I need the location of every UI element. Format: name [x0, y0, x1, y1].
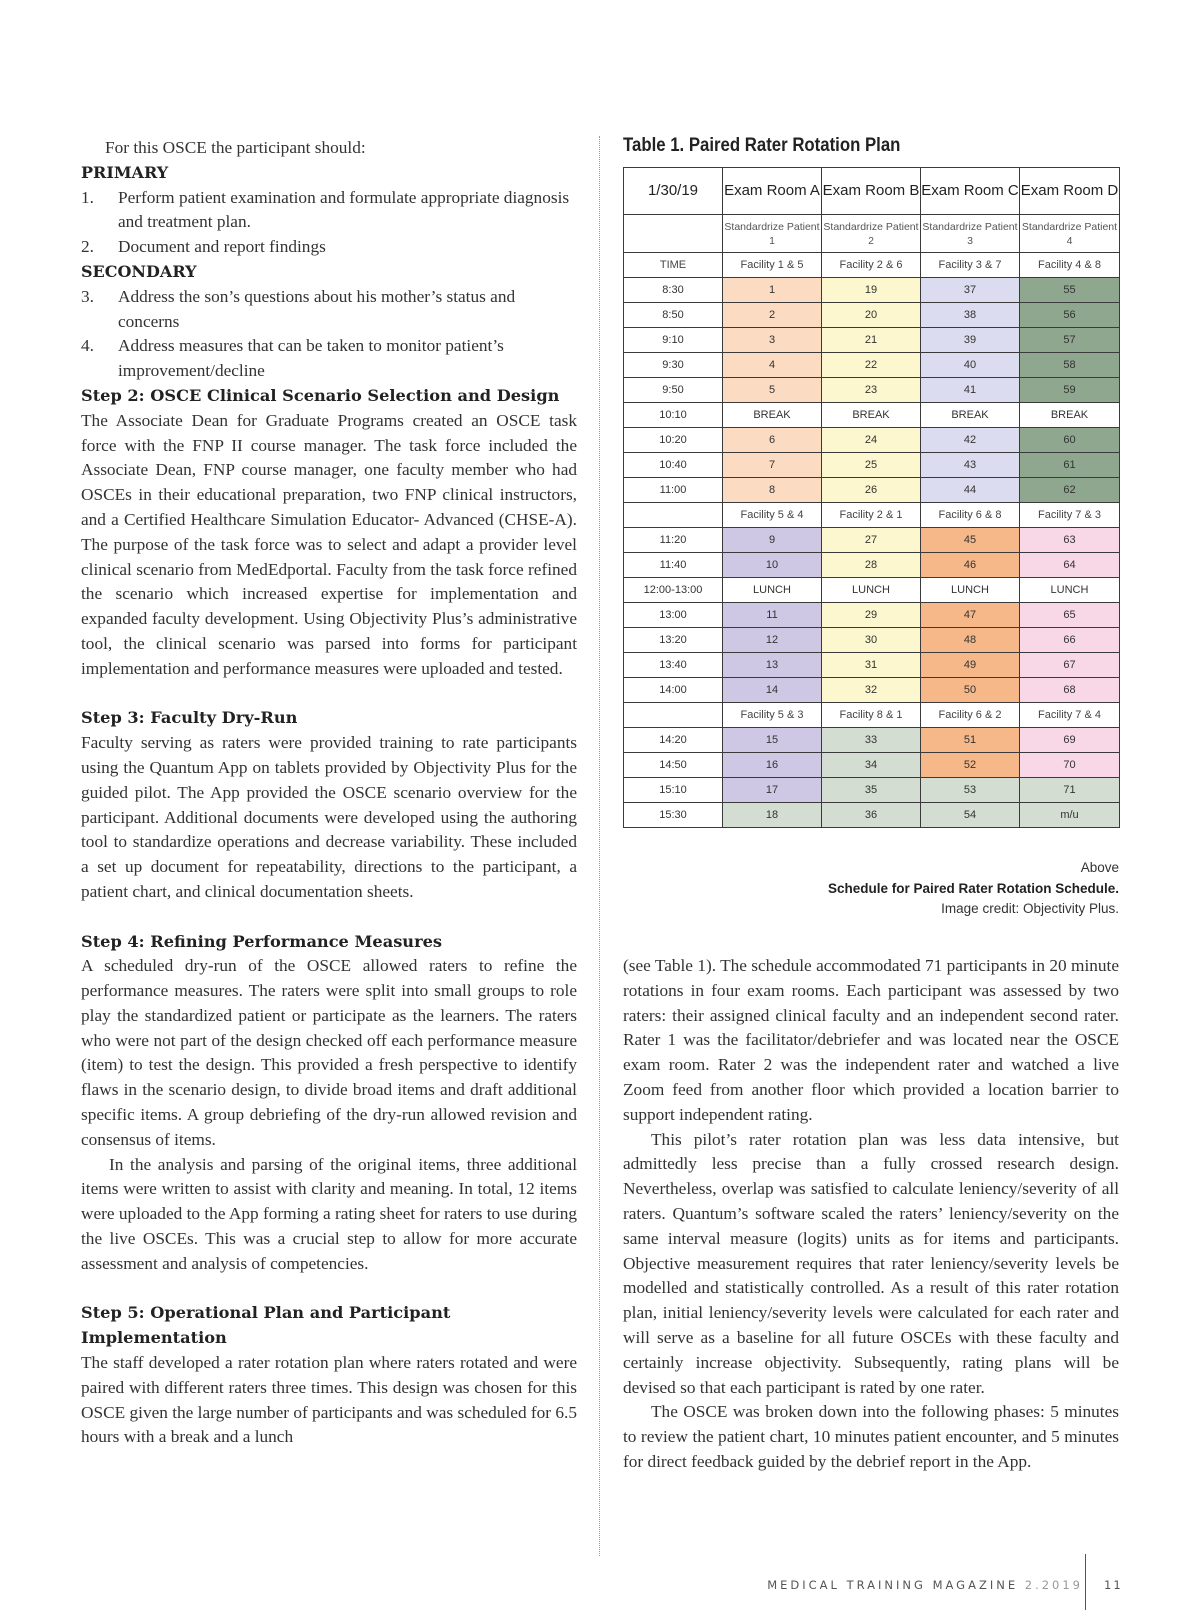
participant-cell: 1: [723, 278, 822, 303]
table-row: [624, 778, 1120, 803]
table-row: [624, 353, 1120, 378]
participant-cell: 13: [723, 653, 822, 678]
time-cell: 14:20: [624, 728, 723, 753]
time-cell: 9:10: [624, 328, 723, 353]
room-header: Exam Room B: [822, 168, 921, 215]
facility-row: [624, 703, 1120, 728]
participant-cell: LUNCH: [822, 578, 921, 603]
page-number: 11: [1104, 1578, 1123, 1592]
participant-cell: 29: [822, 603, 921, 628]
table-row: [624, 578, 1120, 603]
facility-cell: Facility 5 & 4: [723, 503, 822, 528]
time-cell: 10:20: [624, 428, 723, 453]
participant-cell: 67: [1020, 653, 1120, 678]
participant-cell: LUNCH: [723, 578, 822, 603]
table-row: [624, 803, 1120, 828]
table-row: [624, 678, 1120, 703]
time-cell: 15:30: [624, 803, 723, 828]
facility-cell: Facility 7 & 4: [1020, 703, 1120, 728]
participant-cell: 21: [822, 328, 921, 353]
participant-cell: 42: [921, 428, 1020, 453]
participant-cell: 59: [1020, 378, 1120, 403]
participant-cell: 38: [921, 303, 1020, 328]
table-row: [624, 728, 1120, 753]
table-row: [624, 653, 1120, 678]
facility-cell: Facility 7 & 3: [1020, 503, 1120, 528]
table-row: [624, 328, 1120, 353]
participant-cell: 54: [921, 803, 1020, 828]
participant-cell: 18: [723, 803, 822, 828]
participant-cell: 25: [822, 453, 921, 478]
participant-cell: 65: [1020, 603, 1120, 628]
facility-cell: Facility 1 & 5: [723, 253, 822, 278]
participant-cell: 17: [723, 778, 822, 803]
time-cell: 9:50: [624, 378, 723, 403]
participant-cell: 44: [921, 478, 1020, 503]
participant-cell: 6: [723, 428, 822, 453]
participant-cell: 46: [921, 553, 1020, 578]
room-header: Exam Room C: [921, 168, 1020, 215]
participant-cell: 57: [1020, 328, 1120, 353]
participant-cell: 61: [1020, 453, 1120, 478]
patient-header: Standardrize Patient 4: [1020, 215, 1120, 253]
participant-cell: BREAK: [822, 403, 921, 428]
participant-cell: 10: [723, 553, 822, 578]
time-cell: [624, 503, 723, 528]
right-para-1: (see Table 1). The schedule accommodated 71 participants in 20 minute rotations in four exam rooms. Each participant was assessed by two raters: their assigned clinical faculty and an independent second rater. Rater 1 was the facilitator/debriefer and was located near the OSCE exam room. Rater 2 was the independent rater and watched a live Zoom feed from another floor which provided a location barrier to support independent rating.: [623, 956, 1119, 1124]
list-item: 1. Perform patient examination and formulate appropriate diagnosis and treatment plan.: [81, 187, 570, 232]
secondary-label: SECONDARY: [81, 261, 197, 281]
list-item: 4. Address measures that can be taken to monitor patient’s improvement/decline: [81, 336, 504, 381]
list-item: 2. Document and report findings: [81, 237, 326, 257]
facility-cell: Facility 8 & 1: [822, 703, 921, 728]
participant-cell: 34: [822, 753, 921, 778]
participant-cell: 62: [1020, 478, 1120, 503]
participant-cell: 56: [1020, 303, 1120, 328]
participant-cell: BREAK: [921, 403, 1020, 428]
step3-heading: Step 3: Faculty Dry-Run: [81, 708, 298, 728]
table-row: [624, 403, 1120, 428]
table-row: [624, 603, 1120, 628]
participant-cell: 66: [1020, 628, 1120, 653]
patient-header: Standardrize Patient 2: [822, 215, 921, 253]
participant-cell: 14: [723, 678, 822, 703]
participant-cell: 11: [723, 603, 822, 628]
participant-cell: 47: [921, 603, 1020, 628]
facility-cell: Facility 2 & 1: [822, 503, 921, 528]
participant-cell: 55: [1020, 278, 1120, 303]
left-column: [81, 136, 577, 1450]
right-para-3: The OSCE was broken down into the following phases: 5 minutes to review the patient chart, 10 minutes patient encounter, and 5 minutes for direct feedback guided by the debrief report in the App.: [623, 1402, 1119, 1471]
primary-label: PRIMARY: [81, 162, 169, 182]
participant-cell: 63: [1020, 528, 1120, 553]
participant-cell: 43: [921, 453, 1020, 478]
participant-cell: 35: [822, 778, 921, 803]
participant-cell: 23: [822, 378, 921, 403]
time-cell: 14:50: [624, 753, 723, 778]
participant-cell: 48: [921, 628, 1020, 653]
participant-cell: 49: [921, 653, 1020, 678]
participant-cell: 15: [723, 728, 822, 753]
participant-cell: 28: [822, 553, 921, 578]
table-row: [624, 628, 1120, 653]
table-title: Table 1. Paired Rater Rotation Plan: [623, 134, 901, 156]
table-row: [624, 428, 1120, 453]
participant-cell: 37: [921, 278, 1020, 303]
facility-cell: Facility 2 & 6: [822, 253, 921, 278]
caption-line-2: Schedule for Paired Rater Rotation Schedule.: [827, 880, 1119, 896]
participant-cell: 71: [1020, 778, 1120, 803]
facility-cell: Facility 5 & 3: [723, 703, 822, 728]
participant-cell: LUNCH: [921, 578, 1020, 603]
participant-cell: 31: [822, 653, 921, 678]
participant-cell: 5: [723, 378, 822, 403]
participant-cell: 20: [822, 303, 921, 328]
participant-cell: 69: [1020, 728, 1120, 753]
table-row: [624, 528, 1120, 553]
participant-cell: 51: [921, 728, 1020, 753]
participant-cell: m/u: [1020, 803, 1120, 828]
participant-cell: 70: [1020, 753, 1120, 778]
participant-cell: 64: [1020, 553, 1120, 578]
table-row: [624, 453, 1120, 478]
participant-cell: 24: [822, 428, 921, 453]
right-column: [623, 954, 1119, 1475]
footer-rule: [1085, 1554, 1086, 1610]
room-header: Exam Room A: [723, 168, 822, 215]
participant-cell: 19: [822, 278, 921, 303]
participant-cell: 40: [921, 353, 1020, 378]
table-row: [624, 553, 1120, 578]
patient-header-row: [624, 215, 1120, 253]
caption-line-1: Above: [1080, 860, 1119, 875]
participant-cell: 60: [1020, 428, 1120, 453]
facility-cell: Facility 3 & 7: [921, 253, 1020, 278]
patient-header: Standardrize Patient 3: [921, 215, 1020, 253]
table-row: [624, 478, 1120, 503]
step2-heading: Step 2: OSCE Clinical Scenario Selection and Design: [81, 385, 560, 405]
participant-cell: 36: [822, 803, 921, 828]
table-header-row: [624, 168, 1120, 215]
table-caption: [828, 858, 1119, 920]
participant-cell: 16: [723, 753, 822, 778]
intro-text: For this OSCE the participant should:: [105, 138, 366, 157]
table-row: [624, 278, 1120, 303]
patient-header: Standardrize Patient 1: [723, 215, 822, 253]
participant-cell: 4: [723, 353, 822, 378]
participant-cell: 22: [822, 353, 921, 378]
time-cell: 11:20: [624, 528, 723, 553]
right-para-2: This pilot’s rater rotation plan was less data intensive, but admittedly less precise than a fully crossed research design. Nevertheless, overlap was satisfied to calculate leniency/severity of all raters. Quantum’s software scaled the raters’ leniency/severity on the same interval measure (logits) units as for items and participants. Objective measurement requires that rater leniency/severity levels be modelled and statistically controlled. As a result of this rater rotation plan, initial leniency/severity levels were calculated for each rater and will serve as a baseline for all future OSCEs with these faculty and certainly increase objectivity. Subsequently, rating plans will be devised so that each participant is rated by one rater.: [623, 1129, 1119, 1397]
participant-cell: 30: [822, 628, 921, 653]
step5-heading: Step 5: Operational Plan and Participant Implementation: [81, 1303, 451, 1348]
secondary-list: [81, 285, 577, 384]
participant-cell: 7: [723, 453, 822, 478]
participant-cell: 39: [921, 328, 1020, 353]
participant-cell: 2: [723, 303, 822, 328]
participant-cell: 52: [921, 753, 1020, 778]
time-cell: 14:00: [624, 678, 723, 703]
rotation-table: [623, 167, 1120, 828]
time-cell: 12:00-13:00: [624, 578, 723, 603]
participant-cell: 32: [822, 678, 921, 703]
issue-number: 2.2019: [1024, 1578, 1083, 1592]
table-row: [624, 753, 1120, 778]
page-footer: [0, 1568, 1200, 1608]
participant-cell: 50: [921, 678, 1020, 703]
participant-cell: 9: [723, 528, 822, 553]
time-cell: 9:30: [624, 353, 723, 378]
primary-list: [81, 186, 577, 260]
time-cell: 10:40: [624, 453, 723, 478]
participant-cell: 58: [1020, 353, 1120, 378]
table-row: [624, 303, 1120, 328]
column-divider: [599, 136, 600, 1556]
participant-cell: BREAK: [1020, 403, 1120, 428]
participant-cell: 12: [723, 628, 822, 653]
participant-cell: 53: [921, 778, 1020, 803]
step4-text-1: A scheduled dry-run of the OSCE allowed raters to refine the performance measures. The raters were split into small groups to role play the standardized patient or participate as the learners. The raters who were not part of the design checked off each performance measure (item) to test the design. This provided a fresh perspective to identify flaws in the scenario design, to divide broad items and draft additional specific items. A group debriefing of the dry-run allowed revision and consensus of items.: [81, 956, 577, 1149]
time-cell: 8:50: [624, 303, 723, 328]
step4-text-2: In the analysis and parsing of the original items, three additional items were written to assist with clarity and meaning. In total, 12 items were uploaded to the App forming a rating sheet for raters to use during the live OSCEs. This was a crucial step to allow for more accurate assessment and analysis of competencies.: [81, 1154, 577, 1273]
caption-line-3: Image credit: Objectivity Plus.: [941, 901, 1119, 916]
step5-text: The staff developed a rater rotation plan where raters rotated and were paired with different raters three times. This design was chosen for this OSCE given the large number of participants and was scheduled for 6.5 hours with a break and a lunch: [81, 1353, 577, 1447]
participant-cell: 3: [723, 328, 822, 353]
participant-cell: BREAK: [723, 403, 822, 428]
facility-cell: Facility 6 & 8: [921, 503, 1020, 528]
time-cell: 13:20: [624, 628, 723, 653]
facility-row: [624, 503, 1120, 528]
participant-cell: 41: [921, 378, 1020, 403]
participant-cell: 45: [921, 528, 1020, 553]
table-row: [624, 378, 1120, 403]
time-cell: [624, 703, 723, 728]
time-cell: 13:00: [624, 603, 723, 628]
time-cell: 8:30: [624, 278, 723, 303]
step3-text: Faculty serving as raters were provided training to rate participants using the Quantum App on tablets provided by Objectivity Plus for the guided pilot. The App provided the OSCE scenario overview for the participant. Additional documents were developed using the authoring tool to standardize operations and decrease variability. These included a set up document for repeatability, directions to the participant, a patient chart, and clinical documentation sheets.: [81, 733, 577, 901]
time-cell: 10:10: [624, 403, 723, 428]
participant-cell: LUNCH: [1020, 578, 1120, 603]
facility-row: [624, 253, 1120, 278]
facility-cell: Facility 4 & 8: [1020, 253, 1120, 278]
step4-heading: Step 4: Refining Performance Measures: [81, 931, 443, 951]
time-cell: 11:00: [624, 478, 723, 503]
step2-text: The Associate Dean for Graduate Programs created an OSCE task force with the FNP II course manager. The task force included the Associate Dean, FNP course manager, one faculty member who had OSCEs in their educational preparation, two FNP clinical instructors, and a Certified Healthcare Simulation Educator- Advanced (CHSE-A). The purpose of the task force was to select and adapt a provider level clinical scenario from MedEdportal. Faculty from the task force refined the scenario which increased expertise for implementation and expanded faculty development. Using Objectivity Plus’s administrative tool, the clinical scenario was parsed into forms for participant implementation and performance measures were uploaded and tested.: [81, 410, 577, 678]
room-header: Exam Room D: [1020, 168, 1120, 215]
time-cell: 11:40: [624, 553, 723, 578]
participant-cell: 27: [822, 528, 921, 553]
time-cell: 13:40: [624, 653, 723, 678]
time-cell: 15:10: [624, 778, 723, 803]
participant-cell: 8: [723, 478, 822, 503]
empty-cell: [624, 215, 723, 253]
list-item: 3. Address the son’s questions about his mother’s status and concerns: [81, 286, 516, 331]
facility-cell: Facility 6 & 2: [921, 703, 1020, 728]
table-date: 1/30/19: [624, 168, 723, 215]
participant-cell: 33: [822, 728, 921, 753]
footer-magazine: [767, 1578, 1083, 1592]
participant-cell: 68: [1020, 678, 1120, 703]
participant-cell: 26: [822, 478, 921, 503]
magazine-name: MEDICAL TRAINING MAGAZINE: [767, 1578, 1019, 1592]
time-cell: TIME: [624, 253, 723, 278]
